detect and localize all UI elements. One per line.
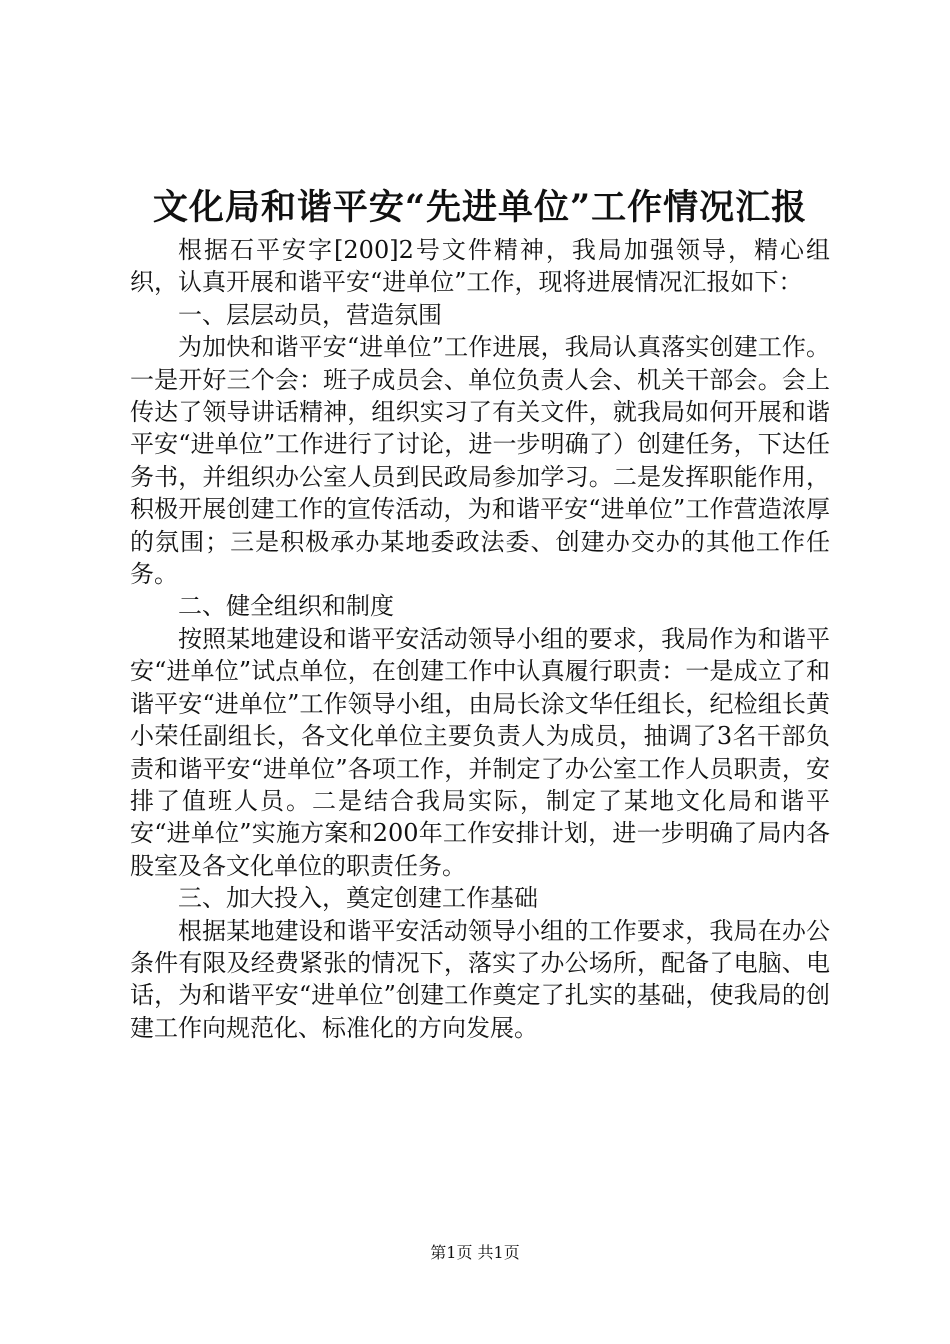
document-title: 文化局和谐平安“先进单位”工作情况汇报	[152, 187, 808, 228]
section-paragraph-1: 为加快和谐平安“进单位”工作进展，我局认真落实创建工作。一是开好三个会：班子成员会、单位负责人会、机关干部会。会上传达了领导讲话精神，组织实习了有关文件，就我局如何开展和谐平安“进单位”工作进行了讨论，进一步明确了）创建任务，下达任务书，并组织办公室人员到民政局参加学习。二是发挥职能作用，积极开展创建工作的宣传活动，为和谐平安“进单位”工作营造浓厚的氛围；三是积极承办某地委政法委、创建办交办的其他工作任务。	[130, 333, 830, 589]
section-heading-3: 三、加大投入，奠定创建工作基础	[178, 884, 538, 913]
page-footer: 第1页 共1页	[430, 1243, 520, 1262]
document-body	[130, 234, 830, 1044]
section-heading-1: 一、层层动员，营造氛围	[178, 300, 442, 329]
section-paragraph-2: 按照某地建设和谐平安活动领导小组的要求，我局作为和谐平安“进单位”试点单位，在创建工作中认真履行职责：一是成立了和谐平安“进单位”工作领导小组，由局长涂文华任组长，纪检组长黄小荣任副组长，各文化单位主要负责人为成员，抽调了3名干部负责和谐平安“进单位”各项工作，并制定了办公室工作人员职责，安排了值班人员。二是结合我局实际，制定了某地文化局和谐平安“进单位”实施方案和200年工作安排计划，进一步明确了局内各股室及各文化单位的职责任务。	[130, 624, 830, 880]
intro-paragraph: 根据石平安字[200]2号文件精神，我局加强领导，精心组织，认真开展和谐平安“进单位”工作，现将进展情况汇报如下：	[130, 236, 830, 297]
section-paragraph-3: 根据某地建设和谐平安活动领导小组的工作要求，我局在办公条件有限及经费紧张的情况下，落实了办公场所，配备了电脑、电话，为和谐平安“进单位”创建工作奠定了扎实的基础，使我局的创建工作向规范化、标准化的方向发展。	[130, 916, 830, 1042]
section-heading-2: 二、健全组织和制度	[178, 592, 394, 621]
